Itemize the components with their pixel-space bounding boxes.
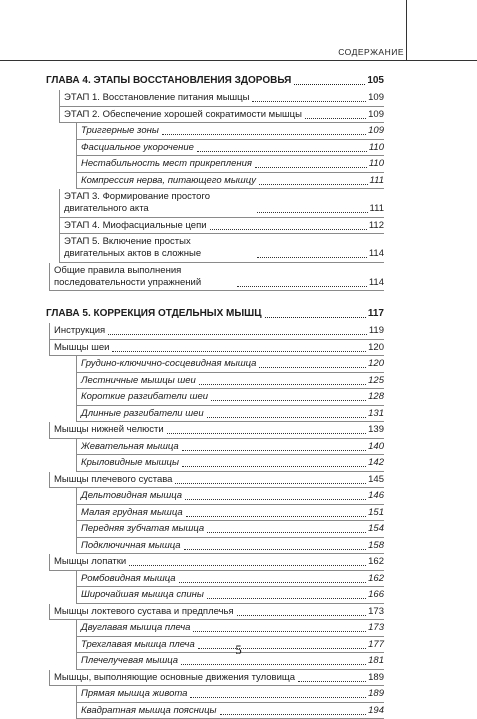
toc-subentry[interactable]	[76, 173, 384, 190]
toc-page-number: 131	[368, 408, 384, 420]
toc-page-number: 119	[369, 325, 384, 337]
toc-chapter-heading[interactable]	[46, 74, 384, 87]
toc-entry[interactable]	[59, 107, 384, 124]
toc-page-number: 139	[368, 424, 384, 436]
toc-page-number: 110	[369, 142, 384, 154]
toc-subentry[interactable]	[76, 439, 384, 456]
toc-leader-dots	[179, 581, 367, 583]
toc-page-number: 181	[368, 655, 384, 667]
toc-entry-label: Передняя зубчатая мышца	[81, 523, 204, 535]
toc-entry-label: Короткие разгибатели шеи	[81, 391, 208, 403]
toc-subentry[interactable]	[76, 389, 384, 406]
toc-leader-dots	[199, 383, 366, 385]
toc-page-number: 120	[368, 358, 384, 370]
toc-leader-dots	[259, 366, 366, 368]
toc-entry-label: Трехглавая мышца плеча	[81, 639, 195, 651]
toc-entry-label: Плечелучевая мышца	[81, 655, 178, 667]
toc-page-number: 111	[370, 203, 384, 215]
toc-subentry[interactable]	[76, 356, 384, 373]
toc-entry[interactable]	[59, 90, 384, 107]
toc-entry-label: Мышцы, выполняющие основные движения туловища	[54, 672, 295, 684]
toc-leader-dots	[197, 150, 367, 152]
toc-leader-dots	[252, 100, 366, 102]
toc-leader-dots	[257, 211, 368, 213]
toc-leader-dots	[185, 498, 366, 500]
toc-entry-label: Мышцы лопатки	[54, 556, 126, 568]
toc-page-number: 114	[369, 277, 384, 289]
toc-page-number: 105	[367, 75, 384, 87]
toc-entry-label: Нестабильность мест прикрепления	[81, 158, 252, 170]
toc-leader-dots	[265, 316, 366, 318]
toc-page-number: 140	[368, 441, 384, 453]
toc-leader-dots	[207, 531, 366, 533]
toc-leader-dots	[211, 399, 366, 401]
toc-page-number: 114	[369, 248, 384, 260]
toc-page-number: 125	[368, 375, 384, 387]
toc-leader-dots	[112, 350, 366, 352]
toc-leader-dots	[210, 228, 367, 230]
toc-entry[interactable]	[49, 323, 384, 340]
toc-entry[interactable]	[49, 472, 384, 489]
toc-page-number: 117	[368, 308, 384, 320]
toc-page-number: 166	[368, 589, 384, 601]
toc-chapter-heading[interactable]	[46, 307, 384, 320]
toc-subentry[interactable]	[76, 123, 384, 140]
toc-page-number: 142	[368, 457, 384, 469]
toc-entry-label: Жевательная мышца	[81, 441, 179, 453]
toc-entry[interactable]	[49, 604, 384, 621]
toc-page-number: 173	[368, 622, 384, 634]
toc-entry-label: Компрессия нерва, питающего мышцу	[81, 175, 256, 187]
toc-entry-label: ЭТАП 4. Миофасциальные цепи	[64, 220, 207, 232]
toc-entry-label: Грудино-ключично-сосцевидная мышца	[81, 358, 256, 370]
toc-page-number: 173	[368, 606, 384, 618]
toc-page-number: 177	[368, 639, 384, 651]
toc-leader-dots	[237, 285, 367, 287]
toc-chapter-title: ГЛАВА 4. ЭТАПЫ ВОССТАНОВЛЕНИЯ ЗДОРОВЬЯ	[46, 75, 291, 87]
toc-subentry[interactable]	[76, 156, 384, 173]
toc-subentry[interactable]	[76, 571, 384, 588]
toc-subentry[interactable]	[76, 373, 384, 390]
toc-page-number: 189	[368, 688, 384, 700]
toc-leader-dots	[257, 256, 367, 258]
toc-page-number: 110	[369, 158, 384, 170]
toc-page-number: 145	[368, 474, 384, 486]
page-frame-vertical-rule	[406, 0, 407, 60]
toc-entry-label: ЭТАП 2. Обеспечение хорошей сократимости мышцы	[64, 109, 302, 121]
toc-entry-label: ЭТАП 5. Включение простых двигательных актов в сложные	[64, 236, 254, 260]
toc-leader-dots	[184, 548, 367, 550]
toc-entry-label: Мышцы плечевого сустава	[54, 474, 172, 486]
toc-subentry[interactable]	[76, 587, 384, 604]
toc-entry[interactable]	[49, 670, 384, 687]
toc-leader-dots	[162, 133, 366, 135]
toc-entry-label: Квадратная мышца поясницы	[81, 705, 217, 717]
toc-entry-label: ЭТАП 1. Восстановление питания мышцы	[64, 92, 249, 104]
toc-subentry[interactable]	[76, 140, 384, 157]
toc-page-number: 151	[368, 507, 384, 519]
toc-entry-label: Двуглавая мышца плеча	[81, 622, 190, 634]
toc-page-number: 158	[368, 540, 384, 552]
toc-page-number: 109	[368, 92, 384, 104]
toc-leader-dots	[129, 564, 366, 566]
toc-entry-label: Подключичная мышца	[81, 540, 181, 552]
toc-leader-dots	[190, 696, 366, 698]
toc-entry-label: ЭТАП 3. Формирование простого двигательного акта	[64, 191, 254, 215]
toc-page-number: 120	[368, 342, 384, 354]
toc-entry[interactable]	[49, 554, 384, 571]
toc-leader-dots	[255, 166, 367, 168]
page-frame-horizontal-rule	[0, 60, 477, 61]
toc-entry-label: Мышцы шеи	[54, 342, 109, 354]
table-of-contents	[46, 72, 384, 719]
toc-page-number: 162	[368, 556, 384, 568]
toc-page-number: 154	[368, 523, 384, 535]
toc-page-number: 128	[368, 391, 384, 403]
toc-subentry[interactable]	[76, 521, 384, 538]
toc-leader-dots	[305, 117, 366, 119]
toc-entry-label: Ромбовидная мышца	[81, 573, 176, 585]
toc-entry-label: Длинные разгибатели шеи	[81, 408, 204, 420]
toc-subentry[interactable]	[76, 703, 384, 719]
toc-entry-label: Общие правила выполнения последовательности упражнений	[54, 265, 234, 289]
toc-page-number: 112	[369, 220, 384, 232]
toc-page-number: 111	[370, 175, 384, 187]
toc-leader-dots	[294, 83, 365, 85]
toc-entry-label: Мышцы нижней челюсти	[54, 424, 164, 436]
toc-leader-dots	[175, 482, 366, 484]
toc-subentry[interactable]	[76, 686, 384, 703]
toc-chapter-title: ГЛАВА 5. КОРРЕКЦИЯ ОТДЕЛЬНЫХ МЫШЦ	[46, 308, 262, 320]
toc-subentry[interactable]	[76, 455, 384, 472]
toc-leader-dots	[259, 183, 368, 185]
toc-leader-dots	[182, 465, 366, 467]
toc-leader-dots	[207, 416, 366, 418]
toc-leader-dots	[186, 515, 366, 517]
toc-leader-dots	[182, 449, 366, 451]
toc-entry-label: Крыловидные мышцы	[81, 457, 179, 469]
toc-page-number: 162	[368, 573, 384, 585]
toc-entry[interactable]	[59, 189, 384, 218]
toc-entry[interactable]	[49, 422, 384, 439]
toc-subentry[interactable]	[76, 620, 384, 637]
toc-subentry[interactable]	[76, 488, 384, 505]
toc-entry[interactable]	[59, 218, 384, 235]
toc-leader-dots	[298, 680, 366, 682]
toc-entry-label: Мышцы локтевого сустава и предплечья	[54, 606, 234, 618]
toc-entry-label: Лестничные мышцы шеи	[81, 375, 196, 387]
toc-leader-dots	[108, 333, 367, 335]
toc-entry-label: Прямая мышца живота	[81, 688, 187, 700]
toc-subentry[interactable]	[76, 505, 384, 522]
toc-subentry[interactable]	[76, 538, 384, 555]
toc-page-number: 109	[368, 109, 384, 121]
toc-leader-dots	[193, 630, 366, 632]
toc-page-number: 194	[368, 705, 384, 717]
page-number: 5	[0, 642, 477, 658]
chapter-gap	[46, 291, 384, 305]
toc-entry[interactable]	[49, 340, 384, 357]
toc-page-number: 189	[368, 672, 384, 684]
toc-leader-dots	[237, 614, 367, 616]
toc-entry-label: Широчайшая мышца спины	[81, 589, 204, 601]
toc-leader-dots	[167, 432, 366, 434]
toc-entry-label: Малая грудная мышца	[81, 507, 183, 519]
toc-entry[interactable]	[49, 263, 384, 292]
toc-entry[interactable]	[59, 234, 384, 263]
toc-entry-label: Инструкция	[54, 325, 105, 337]
toc-subentry[interactable]	[76, 406, 384, 423]
toc-leader-dots	[181, 663, 366, 665]
toc-entry-label: Триггерные зоны	[81, 125, 159, 137]
toc-entry-label: Фасциальное укорочение	[81, 142, 194, 154]
toc-entry-label: Дельтовидная мышца	[81, 490, 182, 502]
toc-page-number: 146	[368, 490, 384, 502]
toc-leader-dots	[207, 597, 366, 599]
running-head: СОДЕРЖАНИЕ	[338, 47, 404, 57]
toc-page-number: 109	[368, 125, 384, 137]
toc-leader-dots	[220, 713, 367, 715]
